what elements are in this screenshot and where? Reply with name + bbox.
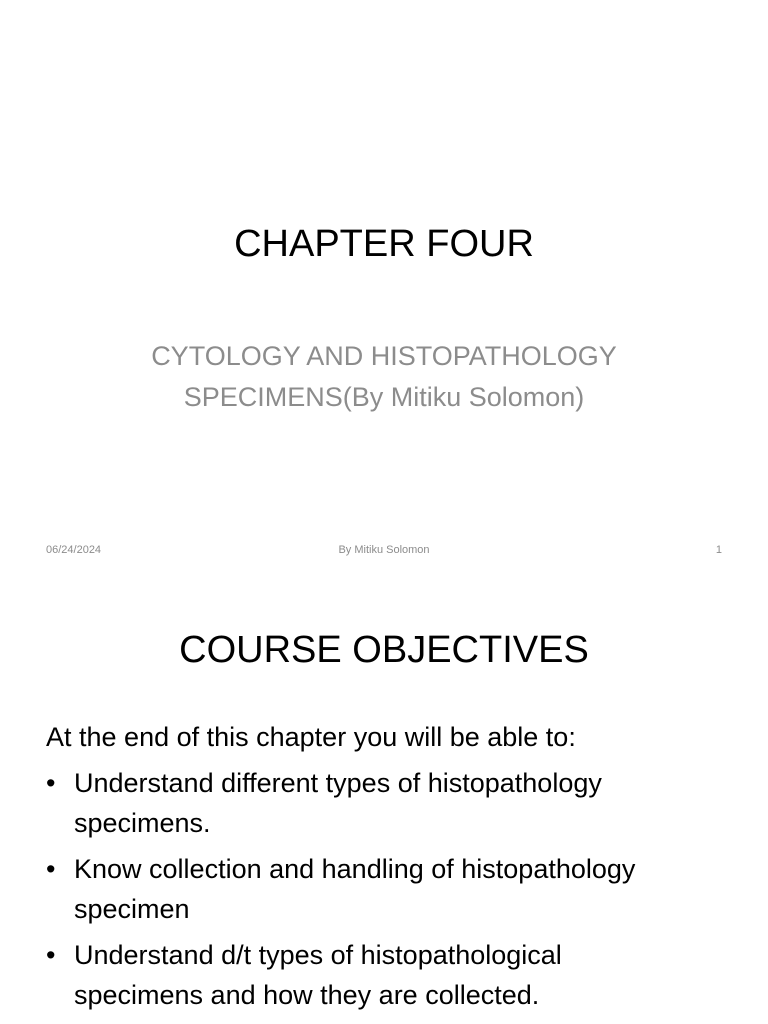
list-item-line: specimen xyxy=(74,894,190,924)
footer-author: By Mitiku Solomon xyxy=(338,544,430,556)
bullet-icon: • xyxy=(46,940,56,970)
list-item-line: Understand d/t types of histopathological xyxy=(74,940,562,970)
list-item-line: specimens and how they are collected. xyxy=(74,980,540,1010)
list-item xyxy=(46,763,736,843)
footer-page-number: 1 xyxy=(715,544,722,556)
list-item-line: specimens. xyxy=(74,808,211,838)
list-item-line: Understand different types of histopathology xyxy=(74,768,602,798)
subtitle-line: CYTOLOGY AND HISTOPATHOLOGY xyxy=(151,341,617,371)
footer-date: 06/24/2024 xyxy=(46,544,102,556)
slide-2 xyxy=(0,576,768,1024)
slide-title: COURSE OBJECTIVES xyxy=(179,629,589,671)
objectives-list xyxy=(46,763,736,1015)
intro-text: At the end of this chapter you will be able to: xyxy=(46,722,576,752)
bullet-icon: • xyxy=(46,768,56,798)
list-item-line: Know collection and handling of histopathology xyxy=(74,854,636,884)
subtitle-line: SPECIMENS(By Mitiku Solomon) xyxy=(183,382,585,412)
slide-subtitle xyxy=(84,336,684,418)
bullet-icon: • xyxy=(46,854,56,884)
list-item xyxy=(46,849,736,929)
slide-title: CHAPTER FOUR xyxy=(234,223,534,265)
slide-body xyxy=(46,717,736,1021)
list-item xyxy=(46,935,736,1015)
